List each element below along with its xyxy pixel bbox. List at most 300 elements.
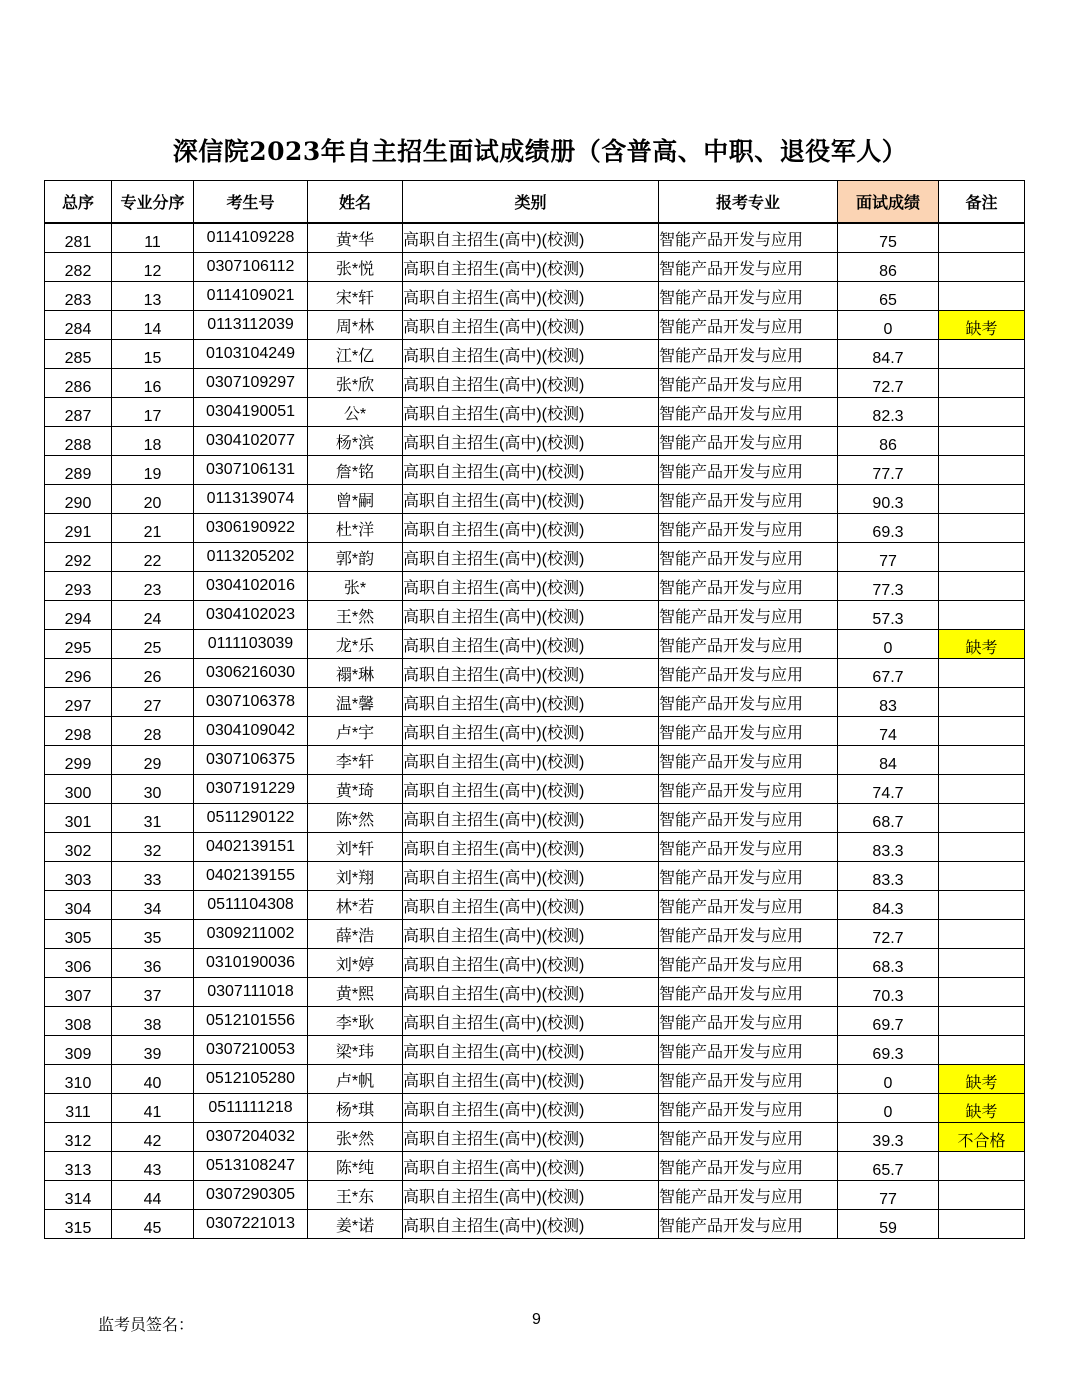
cell-name: 温*馨 — [308, 688, 403, 717]
cell-id: 0310190036 — [194, 949, 308, 978]
cell-score: 77 — [838, 1181, 939, 1210]
col-header-total: 总序 — [45, 181, 112, 224]
table-row — [45, 833, 1025, 862]
cell-name: 黄*华 — [308, 223, 403, 253]
table-row — [45, 920, 1025, 949]
cell-major: 智能产品开发与应用 — [659, 1181, 838, 1210]
cell-seq: 40 — [112, 1065, 194, 1094]
cell-total: 304 — [45, 891, 112, 920]
cell-name: 姜*诺 — [308, 1210, 403, 1239]
cell-id: 0114109228 — [194, 223, 308, 253]
cell-total: 282 — [45, 253, 112, 282]
cell-id: 0307106375 — [194, 746, 308, 775]
cell-note — [939, 340, 1025, 369]
table-row — [45, 514, 1025, 543]
cell-score: 84.3 — [838, 891, 939, 920]
cell-note — [939, 514, 1025, 543]
cell-total: 314 — [45, 1181, 112, 1210]
cell-score: 72.7 — [838, 920, 939, 949]
cell-major: 智能产品开发与应用 — [659, 485, 838, 514]
table-row — [45, 253, 1025, 282]
cell-score: 86 — [838, 253, 939, 282]
cell-major: 智能产品开发与应用 — [659, 775, 838, 804]
col-header-category: 类别 — [403, 181, 659, 224]
cell-category: 高职自主招生(高中)(校测) — [403, 746, 659, 775]
cell-note — [939, 978, 1025, 1007]
col-header-note: 备注 — [939, 181, 1025, 224]
table-row — [45, 804, 1025, 833]
table-row — [45, 485, 1025, 514]
cell-score: 84.7 — [838, 340, 939, 369]
cell-score: 74.7 — [838, 775, 939, 804]
cell-total: 305 — [45, 920, 112, 949]
cell-id: 0307109297 — [194, 369, 308, 398]
cell-category: 高职自主招生(高中)(校测) — [403, 340, 659, 369]
cell-seq: 27 — [112, 688, 194, 717]
cell-score: 82.3 — [838, 398, 939, 427]
cell-name: 黄*熙 — [308, 978, 403, 1007]
table-row — [45, 978, 1025, 1007]
cell-score: 70.3 — [838, 978, 939, 1007]
cell-name: 卢*帆 — [308, 1065, 403, 1094]
table-row — [45, 949, 1025, 978]
cell-note — [939, 456, 1025, 485]
cell-seq: 38 — [112, 1007, 194, 1036]
table-row — [45, 1007, 1025, 1036]
cell-category: 高职自主招生(高中)(校测) — [403, 398, 659, 427]
table-row — [45, 282, 1025, 311]
cell-id: 0307106378 — [194, 688, 308, 717]
cell-score: 0 — [838, 1094, 939, 1123]
cell-id: 0113112039 — [194, 311, 308, 340]
cell-seq: 36 — [112, 949, 194, 978]
cell-total: 308 — [45, 1007, 112, 1036]
cell-id: 0513108247 — [194, 1152, 308, 1181]
cell-major: 智能产品开发与应用 — [659, 1123, 838, 1152]
cell-major: 智能产品开发与应用 — [659, 1065, 838, 1094]
cell-category: 高职自主招生(高中)(校测) — [403, 833, 659, 862]
cell-note — [939, 688, 1025, 717]
cell-name: 周*林 — [308, 311, 403, 340]
cell-id: 0309211002 — [194, 920, 308, 949]
cell-seq: 34 — [112, 891, 194, 920]
cell-note — [939, 253, 1025, 282]
cell-score: 77.3 — [838, 572, 939, 601]
cell-note — [939, 543, 1025, 572]
cell-score: 83.3 — [838, 862, 939, 891]
cell-major: 智能产品开发与应用 — [659, 572, 838, 601]
cell-seq: 15 — [112, 340, 194, 369]
cell-major: 智能产品开发与应用 — [659, 746, 838, 775]
cell-category: 高职自主招生(高中)(校测) — [403, 1210, 659, 1239]
cell-note: 不合格 — [939, 1123, 1025, 1152]
cell-id: 0402139155 — [194, 862, 308, 891]
table-row — [45, 1210, 1025, 1239]
table-row — [45, 572, 1025, 601]
cell-name: 刘*婷 — [308, 949, 403, 978]
cell-name: 王*然 — [308, 601, 403, 630]
cell-major: 智能产品开发与应用 — [659, 717, 838, 746]
cell-note — [939, 485, 1025, 514]
cell-total: 281 — [45, 223, 112, 253]
cell-id: 0304102077 — [194, 427, 308, 456]
cell-category: 高职自主招生(高中)(校测) — [403, 1123, 659, 1152]
cell-score: 74 — [838, 717, 939, 746]
cell-category: 高职自主招生(高中)(校测) — [403, 688, 659, 717]
cell-seq: 14 — [112, 311, 194, 340]
cell-category: 高职自主招生(高中)(校测) — [403, 1094, 659, 1123]
cell-seq: 31 — [112, 804, 194, 833]
cell-major: 智能产品开发与应用 — [659, 833, 838, 862]
cell-score: 69.3 — [838, 1036, 939, 1065]
cell-seq: 20 — [112, 485, 194, 514]
cell-seq: 26 — [112, 659, 194, 688]
cell-total: 291 — [45, 514, 112, 543]
cell-note — [939, 775, 1025, 804]
cell-score: 69.3 — [838, 514, 939, 543]
cell-note: 缺考 — [939, 630, 1025, 659]
cell-name: 薛*浩 — [308, 920, 403, 949]
cell-total: 312 — [45, 1123, 112, 1152]
col-header-score: 面试成绩 — [838, 181, 939, 224]
cell-name: 杜*洋 — [308, 514, 403, 543]
cell-seq: 25 — [112, 630, 194, 659]
cell-score: 86 — [838, 427, 939, 456]
col-header-major: 报考专业 — [659, 181, 838, 224]
cell-score: 68.7 — [838, 804, 939, 833]
cell-id: 0304102023 — [194, 601, 308, 630]
cell-name: 刘*翔 — [308, 862, 403, 891]
cell-name: 李*耿 — [308, 1007, 403, 1036]
table-row — [45, 369, 1025, 398]
cell-seq: 33 — [112, 862, 194, 891]
cell-category: 高职自主招生(高中)(校测) — [403, 282, 659, 311]
cell-total: 289 — [45, 456, 112, 485]
cell-name: 宋*轩 — [308, 282, 403, 311]
cell-seq: 18 — [112, 427, 194, 456]
cell-name: 曾*嗣 — [308, 485, 403, 514]
cell-seq: 19 — [112, 456, 194, 485]
cell-note — [939, 862, 1025, 891]
cell-name: 卢*宇 — [308, 717, 403, 746]
table-body — [45, 223, 1025, 1239]
table-row — [45, 1094, 1025, 1123]
cell-category: 高职自主招生(高中)(校测) — [403, 920, 659, 949]
cell-note — [939, 369, 1025, 398]
cell-total: 292 — [45, 543, 112, 572]
cell-name: 张*然 — [308, 1123, 403, 1152]
cell-note: 缺考 — [939, 1065, 1025, 1094]
cell-category: 高职自主招生(高中)(校测) — [403, 427, 659, 456]
cell-category: 高职自主招生(高中)(校测) — [403, 659, 659, 688]
score-table — [44, 180, 1025, 1239]
cell-score: 65 — [838, 282, 939, 311]
cell-note — [939, 1181, 1025, 1210]
cell-total: 299 — [45, 746, 112, 775]
cell-major: 智能产品开发与应用 — [659, 1094, 838, 1123]
cell-note — [939, 1007, 1025, 1036]
cell-total: 300 — [45, 775, 112, 804]
cell-name: 杨*滨 — [308, 427, 403, 456]
cell-note — [939, 572, 1025, 601]
cell-total: 298 — [45, 717, 112, 746]
cell-score: 59 — [838, 1210, 939, 1239]
cell-category: 高职自主招生(高中)(校测) — [403, 1036, 659, 1065]
cell-total: 293 — [45, 572, 112, 601]
cell-total: 284 — [45, 311, 112, 340]
cell-category: 高职自主招生(高中)(校测) — [403, 891, 659, 920]
cell-id: 0306190922 — [194, 514, 308, 543]
cell-seq: 11 — [112, 223, 194, 253]
cell-category: 高职自主招生(高中)(校测) — [403, 456, 659, 485]
cell-score: 77 — [838, 543, 939, 572]
cell-name: 刘*轩 — [308, 833, 403, 862]
cell-id: 0304102016 — [194, 572, 308, 601]
cell-seq: 21 — [112, 514, 194, 543]
table-row — [45, 456, 1025, 485]
cell-seq: 45 — [112, 1210, 194, 1239]
cell-total: 288 — [45, 427, 112, 456]
cell-name: 林*若 — [308, 891, 403, 920]
cell-note — [939, 920, 1025, 949]
table-row — [45, 340, 1025, 369]
cell-note — [939, 891, 1025, 920]
cell-major: 智能产品开发与应用 — [659, 978, 838, 1007]
cell-name: 黄*琦 — [308, 775, 403, 804]
cell-major: 智能产品开发与应用 — [659, 601, 838, 630]
cell-category: 高职自主招生(高中)(校测) — [403, 1181, 659, 1210]
cell-total: 290 — [45, 485, 112, 514]
col-header-name: 姓名 — [308, 181, 403, 224]
cell-total: 313 — [45, 1152, 112, 1181]
cell-name: 梁*玮 — [308, 1036, 403, 1065]
cell-score: 77.7 — [838, 456, 939, 485]
cell-category: 高职自主招生(高中)(校测) — [403, 978, 659, 1007]
cell-major: 智能产品开发与应用 — [659, 223, 838, 253]
cell-seq: 13 — [112, 282, 194, 311]
table-row — [45, 1036, 1025, 1065]
cell-note — [939, 659, 1025, 688]
cell-total: 302 — [45, 833, 112, 862]
cell-score: 65.7 — [838, 1152, 939, 1181]
cell-score: 57.3 — [838, 601, 939, 630]
cell-category: 高职自主招生(高中)(校测) — [403, 253, 659, 282]
cell-id: 0111103039 — [194, 630, 308, 659]
cell-total: 307 — [45, 978, 112, 1007]
cell-id: 0307106131 — [194, 456, 308, 485]
table-row — [45, 659, 1025, 688]
cell-category: 高职自主招生(高中)(校测) — [403, 1007, 659, 1036]
cell-name: 张*欣 — [308, 369, 403, 398]
cell-note: 缺考 — [939, 1094, 1025, 1123]
cell-note — [939, 804, 1025, 833]
cell-total: 297 — [45, 688, 112, 717]
cell-seq: 39 — [112, 1036, 194, 1065]
cell-score: 72.7 — [838, 369, 939, 398]
cell-note — [939, 949, 1025, 978]
cell-name: 陈*纯 — [308, 1152, 403, 1181]
cell-id: 0113139074 — [194, 485, 308, 514]
cell-score: 67.7 — [838, 659, 939, 688]
cell-category: 高职自主招生(高中)(校测) — [403, 311, 659, 340]
cell-seq: 43 — [112, 1152, 194, 1181]
cell-name: 张* — [308, 572, 403, 601]
cell-note: 缺考 — [939, 311, 1025, 340]
cell-seq: 28 — [112, 717, 194, 746]
cell-major: 智能产品开发与应用 — [659, 891, 838, 920]
cell-id: 0511290122 — [194, 804, 308, 833]
cell-name: 郭*韵 — [308, 543, 403, 572]
cell-name: 杨*琪 — [308, 1094, 403, 1123]
cell-total: 283 — [45, 282, 112, 311]
page-number: 9 — [532, 1311, 541, 1328]
cell-score: 84 — [838, 746, 939, 775]
table-row — [45, 862, 1025, 891]
cell-seq: 32 — [112, 833, 194, 862]
cell-id: 0304109042 — [194, 717, 308, 746]
table-row — [45, 601, 1025, 630]
cell-major: 智能产品开发与应用 — [659, 1007, 838, 1036]
cell-seq: 41 — [112, 1094, 194, 1123]
cell-seq: 35 — [112, 920, 194, 949]
table-row — [45, 891, 1025, 920]
cell-seq: 37 — [112, 978, 194, 1007]
cell-note — [939, 223, 1025, 253]
cell-note — [939, 1036, 1025, 1065]
cell-category: 高职自主招生(高中)(校测) — [403, 223, 659, 253]
cell-total: 285 — [45, 340, 112, 369]
cell-category: 高职自主招生(高中)(校测) — [403, 1152, 659, 1181]
cell-seq: 29 — [112, 746, 194, 775]
cell-major: 智能产品开发与应用 — [659, 688, 838, 717]
cell-note — [939, 427, 1025, 456]
table-row — [45, 775, 1025, 804]
cell-note — [939, 746, 1025, 775]
table-row — [45, 746, 1025, 775]
cell-score: 39.3 — [838, 1123, 939, 1152]
cell-category: 高职自主招生(高中)(校测) — [403, 775, 659, 804]
cell-id: 0103104249 — [194, 340, 308, 369]
cell-category: 高职自主招生(高中)(校测) — [403, 514, 659, 543]
cell-name: 龙*乐 — [308, 630, 403, 659]
cell-category: 高职自主招生(高中)(校测) — [403, 543, 659, 572]
cell-category: 高职自主招生(高中)(校测) — [403, 949, 659, 978]
cell-category: 高职自主招生(高中)(校测) — [403, 717, 659, 746]
cell-id: 0307204032 — [194, 1123, 308, 1152]
cell-note — [939, 282, 1025, 311]
col-header-seq: 专业分序 — [112, 181, 194, 224]
table-row — [45, 1123, 1025, 1152]
cell-major: 智能产品开发与应用 — [659, 340, 838, 369]
cell-note — [939, 833, 1025, 862]
cell-major: 智能产品开发与应用 — [659, 398, 838, 427]
cell-major: 智能产品开发与应用 — [659, 1210, 838, 1239]
table-row — [45, 427, 1025, 456]
cell-major: 智能产品开发与应用 — [659, 1036, 838, 1065]
cell-score: 83 — [838, 688, 939, 717]
cell-major: 智能产品开发与应用 — [659, 630, 838, 659]
cell-name: 詹*铭 — [308, 456, 403, 485]
cell-id: 0307106112 — [194, 253, 308, 282]
cell-name: 禤*琳 — [308, 659, 403, 688]
cell-seq: 16 — [112, 369, 194, 398]
cell-total: 301 — [45, 804, 112, 833]
signature-label: 监考员签名： — [98, 1315, 195, 1334]
cell-seq: 12 — [112, 253, 194, 282]
cell-name: 公* — [308, 398, 403, 427]
cell-score: 83.3 — [838, 833, 939, 862]
cell-major: 智能产品开发与应用 — [659, 949, 838, 978]
cell-major: 智能产品开发与应用 — [659, 514, 838, 543]
cell-total: 306 — [45, 949, 112, 978]
cell-seq: 22 — [112, 543, 194, 572]
cell-seq: 44 — [112, 1181, 194, 1210]
table-row — [45, 223, 1025, 253]
cell-score: 68.3 — [838, 949, 939, 978]
cell-seq: 30 — [112, 775, 194, 804]
table-row — [45, 398, 1025, 427]
cell-note — [939, 717, 1025, 746]
cell-category: 高职自主招生(高中)(校测) — [403, 862, 659, 891]
cell-id: 0511111218 — [194, 1094, 308, 1123]
cell-category: 高职自主招生(高中)(校测) — [403, 1065, 659, 1094]
cell-id: 0402139151 — [194, 833, 308, 862]
table-row — [45, 630, 1025, 659]
cell-total: 311 — [45, 1094, 112, 1123]
cell-seq: 42 — [112, 1123, 194, 1152]
cell-total: 286 — [45, 369, 112, 398]
cell-major: 智能产品开发与应用 — [659, 456, 838, 485]
cell-major: 智能产品开发与应用 — [659, 543, 838, 572]
cell-major: 智能产品开发与应用 — [659, 427, 838, 456]
table-row — [45, 311, 1025, 340]
cell-name: 李*轩 — [308, 746, 403, 775]
cell-total: 287 — [45, 398, 112, 427]
cell-id: 0512101556 — [194, 1007, 308, 1036]
cell-major: 智能产品开发与应用 — [659, 1152, 838, 1181]
cell-total: 295 — [45, 630, 112, 659]
cell-major: 智能产品开发与应用 — [659, 369, 838, 398]
cell-major: 智能产品开发与应用 — [659, 253, 838, 282]
cell-id: 0512105280 — [194, 1065, 308, 1094]
cell-score: 0 — [838, 311, 939, 340]
cell-category: 高职自主招生(高中)(校测) — [403, 601, 659, 630]
cell-total: 309 — [45, 1036, 112, 1065]
cell-id: 0307221013 — [194, 1210, 308, 1239]
cell-major: 智能产品开发与应用 — [659, 920, 838, 949]
cell-major: 智能产品开发与应用 — [659, 659, 838, 688]
cell-category: 高职自主招生(高中)(校测) — [403, 485, 659, 514]
cell-score: 75 — [838, 223, 939, 253]
cell-score: 0 — [838, 1065, 939, 1094]
cell-major: 智能产品开发与应用 — [659, 282, 838, 311]
cell-name: 王*东 — [308, 1181, 403, 1210]
table-row — [45, 1065, 1025, 1094]
cell-category: 高职自主招生(高中)(校测) — [403, 630, 659, 659]
cell-score: 0 — [838, 630, 939, 659]
cell-major: 智能产品开发与应用 — [659, 862, 838, 891]
cell-note — [939, 398, 1025, 427]
cell-id: 0306216030 — [194, 659, 308, 688]
cell-id: 0114109021 — [194, 282, 308, 311]
page-title: 深信院2023年自主招生面试成绩册（含普高、中职、退役军人） — [172, 137, 908, 166]
col-header-id: 考生号 — [194, 181, 308, 224]
cell-id: 0307191229 — [194, 775, 308, 804]
cell-note — [939, 1210, 1025, 1239]
cell-id: 0307210053 — [194, 1036, 308, 1065]
cell-score: 69.7 — [838, 1007, 939, 1036]
cell-category: 高职自主招生(高中)(校测) — [403, 572, 659, 601]
